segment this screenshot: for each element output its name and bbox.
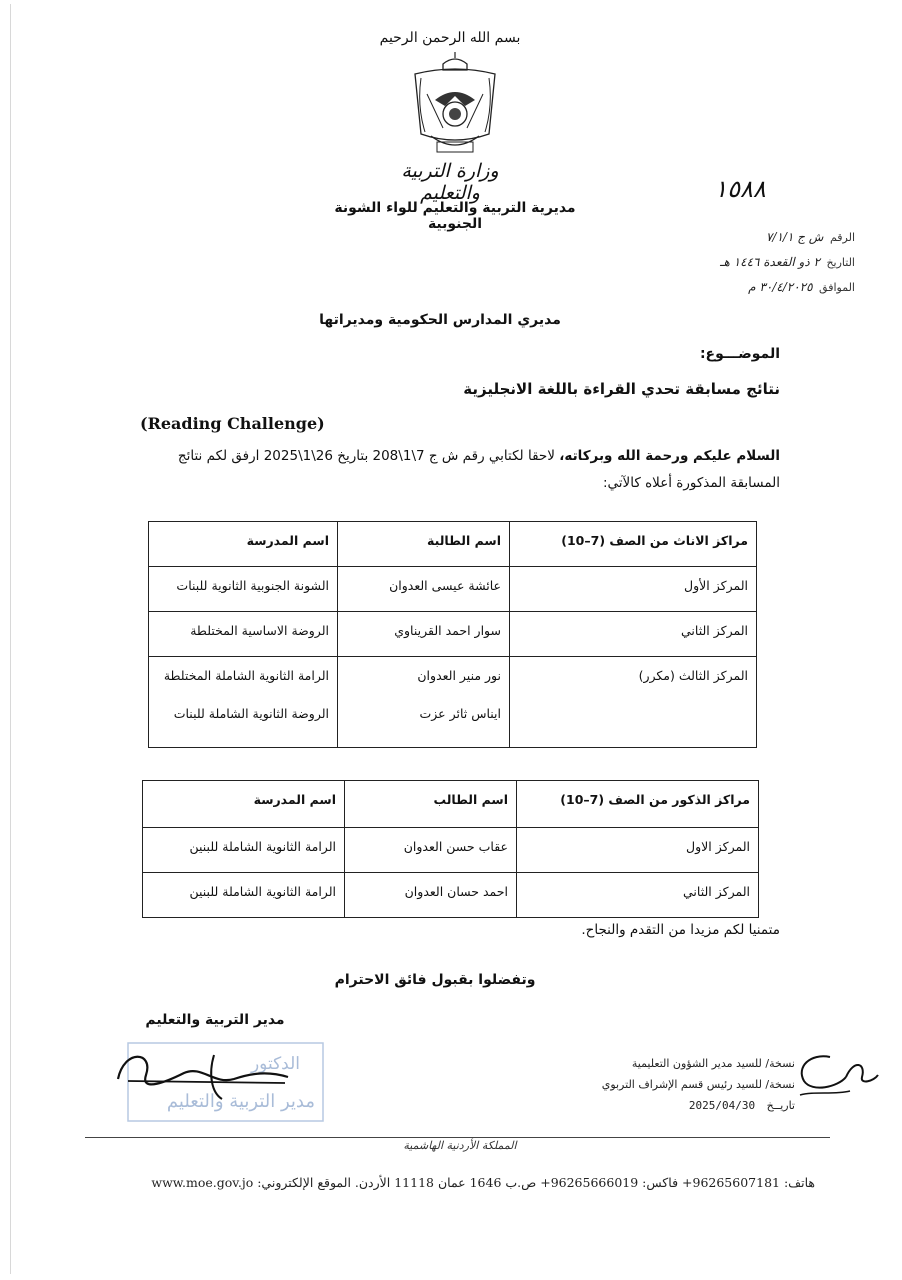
cc-line-1: نسخة/ للسيد مدير الشؤون التعليمية [631, 1057, 795, 1070]
number-label: الرقم [829, 231, 855, 244]
subject-text: نتائج مسابقة تحدي القراءة باللغة الانجليزية [463, 380, 780, 398]
table-row [143, 873, 759, 918]
corresponding-label: الموافق [819, 281, 855, 294]
stamp-line-2: مدير التربية والتعليم [166, 1091, 315, 1112]
jordan-coat-of-arms-emblem [405, 50, 505, 160]
cc-date-value: 2025/04/30 [688, 1099, 756, 1112]
meta-number-row [640, 225, 855, 250]
copies-block [560, 1053, 795, 1116]
table-header-cell: اسم المدرسة [149, 522, 338, 567]
ministry-name: وزارة التربية والتعليم [401, 160, 499, 204]
footer-contact [140, 1175, 815, 1190]
addressee: مديري المدارس الحكومية ومديراتها [319, 312, 561, 328]
table-row [143, 828, 759, 873]
footer-website[interactable]: www.moe.gov.jo [151, 1175, 254, 1190]
number-value: ش ج ٧/١/١ [765, 230, 824, 244]
cc-date-label: تاريــخ [766, 1099, 795, 1112]
date-label: التاريخ [826, 256, 855, 269]
cc-line-2: نسخة/ للسيد رئيس قسم الإشراف التربوي [601, 1078, 795, 1091]
paragraph-text: لاحقا لكتابي رقم ش ج 7\1\208 بتاريخ 26\1\2025 ارفق لكم نتائج المسابقة المذكورة أعلاه كالآتي: [177, 448, 780, 491]
male-results-table [142, 780, 759, 918]
subject-label: الموضـــوع: [699, 346, 780, 362]
handwritten-initials-mark [790, 1045, 885, 1105]
director-title: مدير التربية والتعليم [145, 1012, 285, 1028]
greeting: السلام عليكم ورحمة الله وبركاته، [559, 448, 780, 464]
footer-contact-text: هاتف: 96265607181+ فاكس: 96265666019+ ص.ب 1646 عمان 11118 الأردن. الموقع الإلكتروني: [257, 1175, 815, 1190]
table-header-row [143, 781, 759, 828]
meta-corresponding-row [640, 275, 855, 300]
school-name-cell: الشونة الجنوبية الثانوية للبنات [149, 567, 338, 612]
student-name-cell: سوار احمد القريناوي [338, 612, 510, 657]
subject-english: (Reading Challenge) [140, 414, 325, 433]
table-row [149, 612, 757, 657]
student-name-cell: احمد حسان العدوان [345, 873, 517, 918]
letter-meta [640, 225, 855, 300]
cc-date [560, 1095, 795, 1116]
school-name-cell: الروضة الاساسية المختلطة [149, 612, 338, 657]
table-header-cell: اسم الطالبة [338, 522, 510, 567]
position-cell: المركز الثاني [517, 873, 759, 918]
student-name-cell: عائشة عيسى العدوان [338, 567, 510, 612]
position-cell: المركز الثاني [510, 612, 757, 657]
table-header-cell: اسم المدرسة [143, 781, 345, 828]
table-row [149, 567, 757, 612]
footer-divider [85, 1137, 830, 1138]
school-name-cell: الرامة الثانوية الشاملة المختلطة الروضة الثانوية الشاملة للبنات [149, 657, 338, 748]
table-header-cell: مراكز الذكور من الصف (7–10) [517, 781, 759, 828]
school-name-cell: الرامة الثانوية الشاملة للبنين [143, 828, 345, 873]
position-cell: المركز الأول [510, 567, 757, 612]
official-stamp-signature [110, 1035, 330, 1125]
kingdom-name: المملكة الأردنية الهاشمية [403, 1139, 517, 1152]
closing-regards: وتفضلوا بقبول فائق الاحترام [334, 972, 536, 988]
female-results-table [148, 521, 757, 748]
corresponding-value: ٣٠/٤/٢٠٢٥ م [748, 280, 813, 294]
position-cell: المركز الاول [517, 828, 759, 873]
table-header-row [149, 522, 757, 567]
closing-wish: متمنيا لكم مزيدا من التقدم والنجاح. [581, 922, 780, 938]
stamp-line-1: الدكتور [250, 1054, 300, 1074]
school-name-cell: الرامة الثانوية الشاملة للبنين [143, 873, 345, 918]
directorate-name: مديرية التربية والتعليم للواء الشونة الجنوبية [334, 200, 576, 232]
body-paragraph [140, 443, 780, 497]
table-row [149, 657, 757, 748]
table-header-cell: مراكز الاناث من الصف (7–10) [510, 522, 757, 567]
student-name-cell: نور منير العدوان ايناس ثائر عزت [338, 657, 510, 748]
meta-date-row [640, 250, 855, 275]
table-header-cell: اسم الطالب [345, 781, 517, 828]
basmala: بسم الله الرحمن الرحيم [379, 30, 521, 46]
handwritten-reference-number: ١٥٨٨ [714, 175, 766, 203]
date-value: ٢ ذو القعدة ١٤٤٦ هـ [720, 255, 820, 269]
student-name-cell: عقاب حسن العدوان [345, 828, 517, 873]
position-cell: المركز الثالث (مكرر) [510, 657, 757, 748]
